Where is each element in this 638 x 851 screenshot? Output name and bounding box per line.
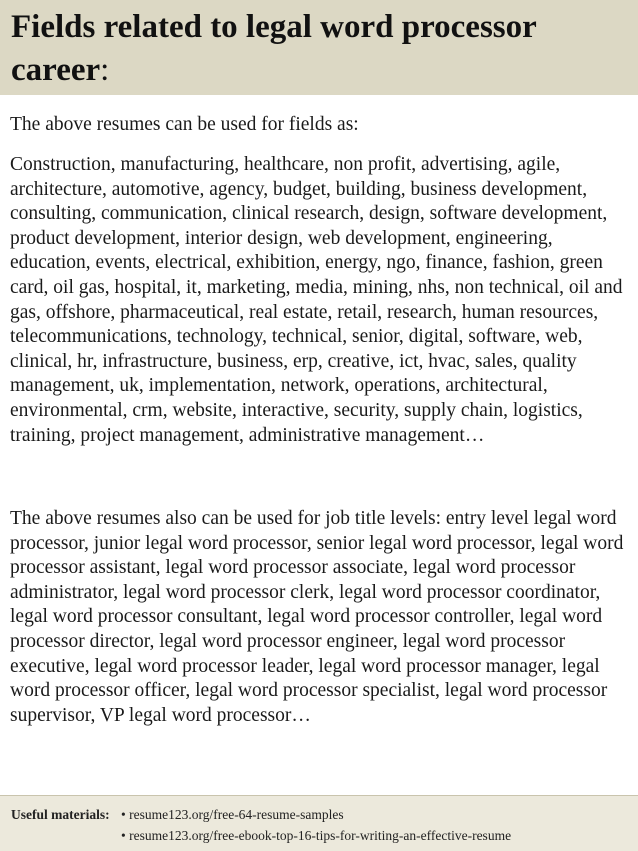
- page-title: [11, 6, 631, 92]
- title-banner: [0, 0, 638, 95]
- page-title-colon: :: [100, 52, 110, 88]
- page-title-main: Fields related to legal word processor: [11, 9, 537, 45]
- useful-materials-label: Useful materials:: [11, 807, 110, 822]
- job-levels-paragraph: The above resumes also can be used for job title levels: entry level legal word processor, junior legal word processor, senior legal word processor, legal word processor assistant, legal word processor associate, legal word processor administrator, legal word processor clerk, legal word processor coordinator, legal word processor consultant, legal word processor controller, legal word processor director, legal word processor engineer, legal word processor executive, legal word processor leader, legal word processor manager, legal word processor officer, legal word processor specialist, legal word processor supervisor, VP legal word processor…: [10, 508, 624, 726]
- useful-materials-footer: [0, 796, 638, 851]
- ebook-tips-link[interactable]: • resume123.org/free-ebook-top-16-tips-for-writing-an-effective-resume: [121, 828, 512, 843]
- resume-samples-link[interactable]: • resume123.org/free-64-resume-samples: [121, 807, 344, 822]
- fields-list-paragraph: Construction, manufacturing, healthcare, non profit, advertising, agile, architecture, automotive, agency, budget, building, business development, consulting, communication, clinical research, design, software development, product development, interior design, web development, engineering, education, events, electrical, exhibition, energy, ngo, finance, fashion, green card, oil gas, hospital, it, marketing, media, mining, nhs, non technical, oil and gas, offshore, pharmaceutical, real estate, retail, research, human resources, telecommunications, technology, technical, senior, digital, software, web, clinical, hr, infrastructure, business, erp, creative, ict, hvac, sales, quality management, uk, implementation, network, operations, architectural, environmental, crm, website, interactive, security, supply chain, logistics, training, project management, administrative management…: [10, 154, 623, 446]
- page-title-suffix: career: [11, 52, 101, 88]
- intro-paragraph: The above resumes can be used for fields as:: [10, 114, 359, 135]
